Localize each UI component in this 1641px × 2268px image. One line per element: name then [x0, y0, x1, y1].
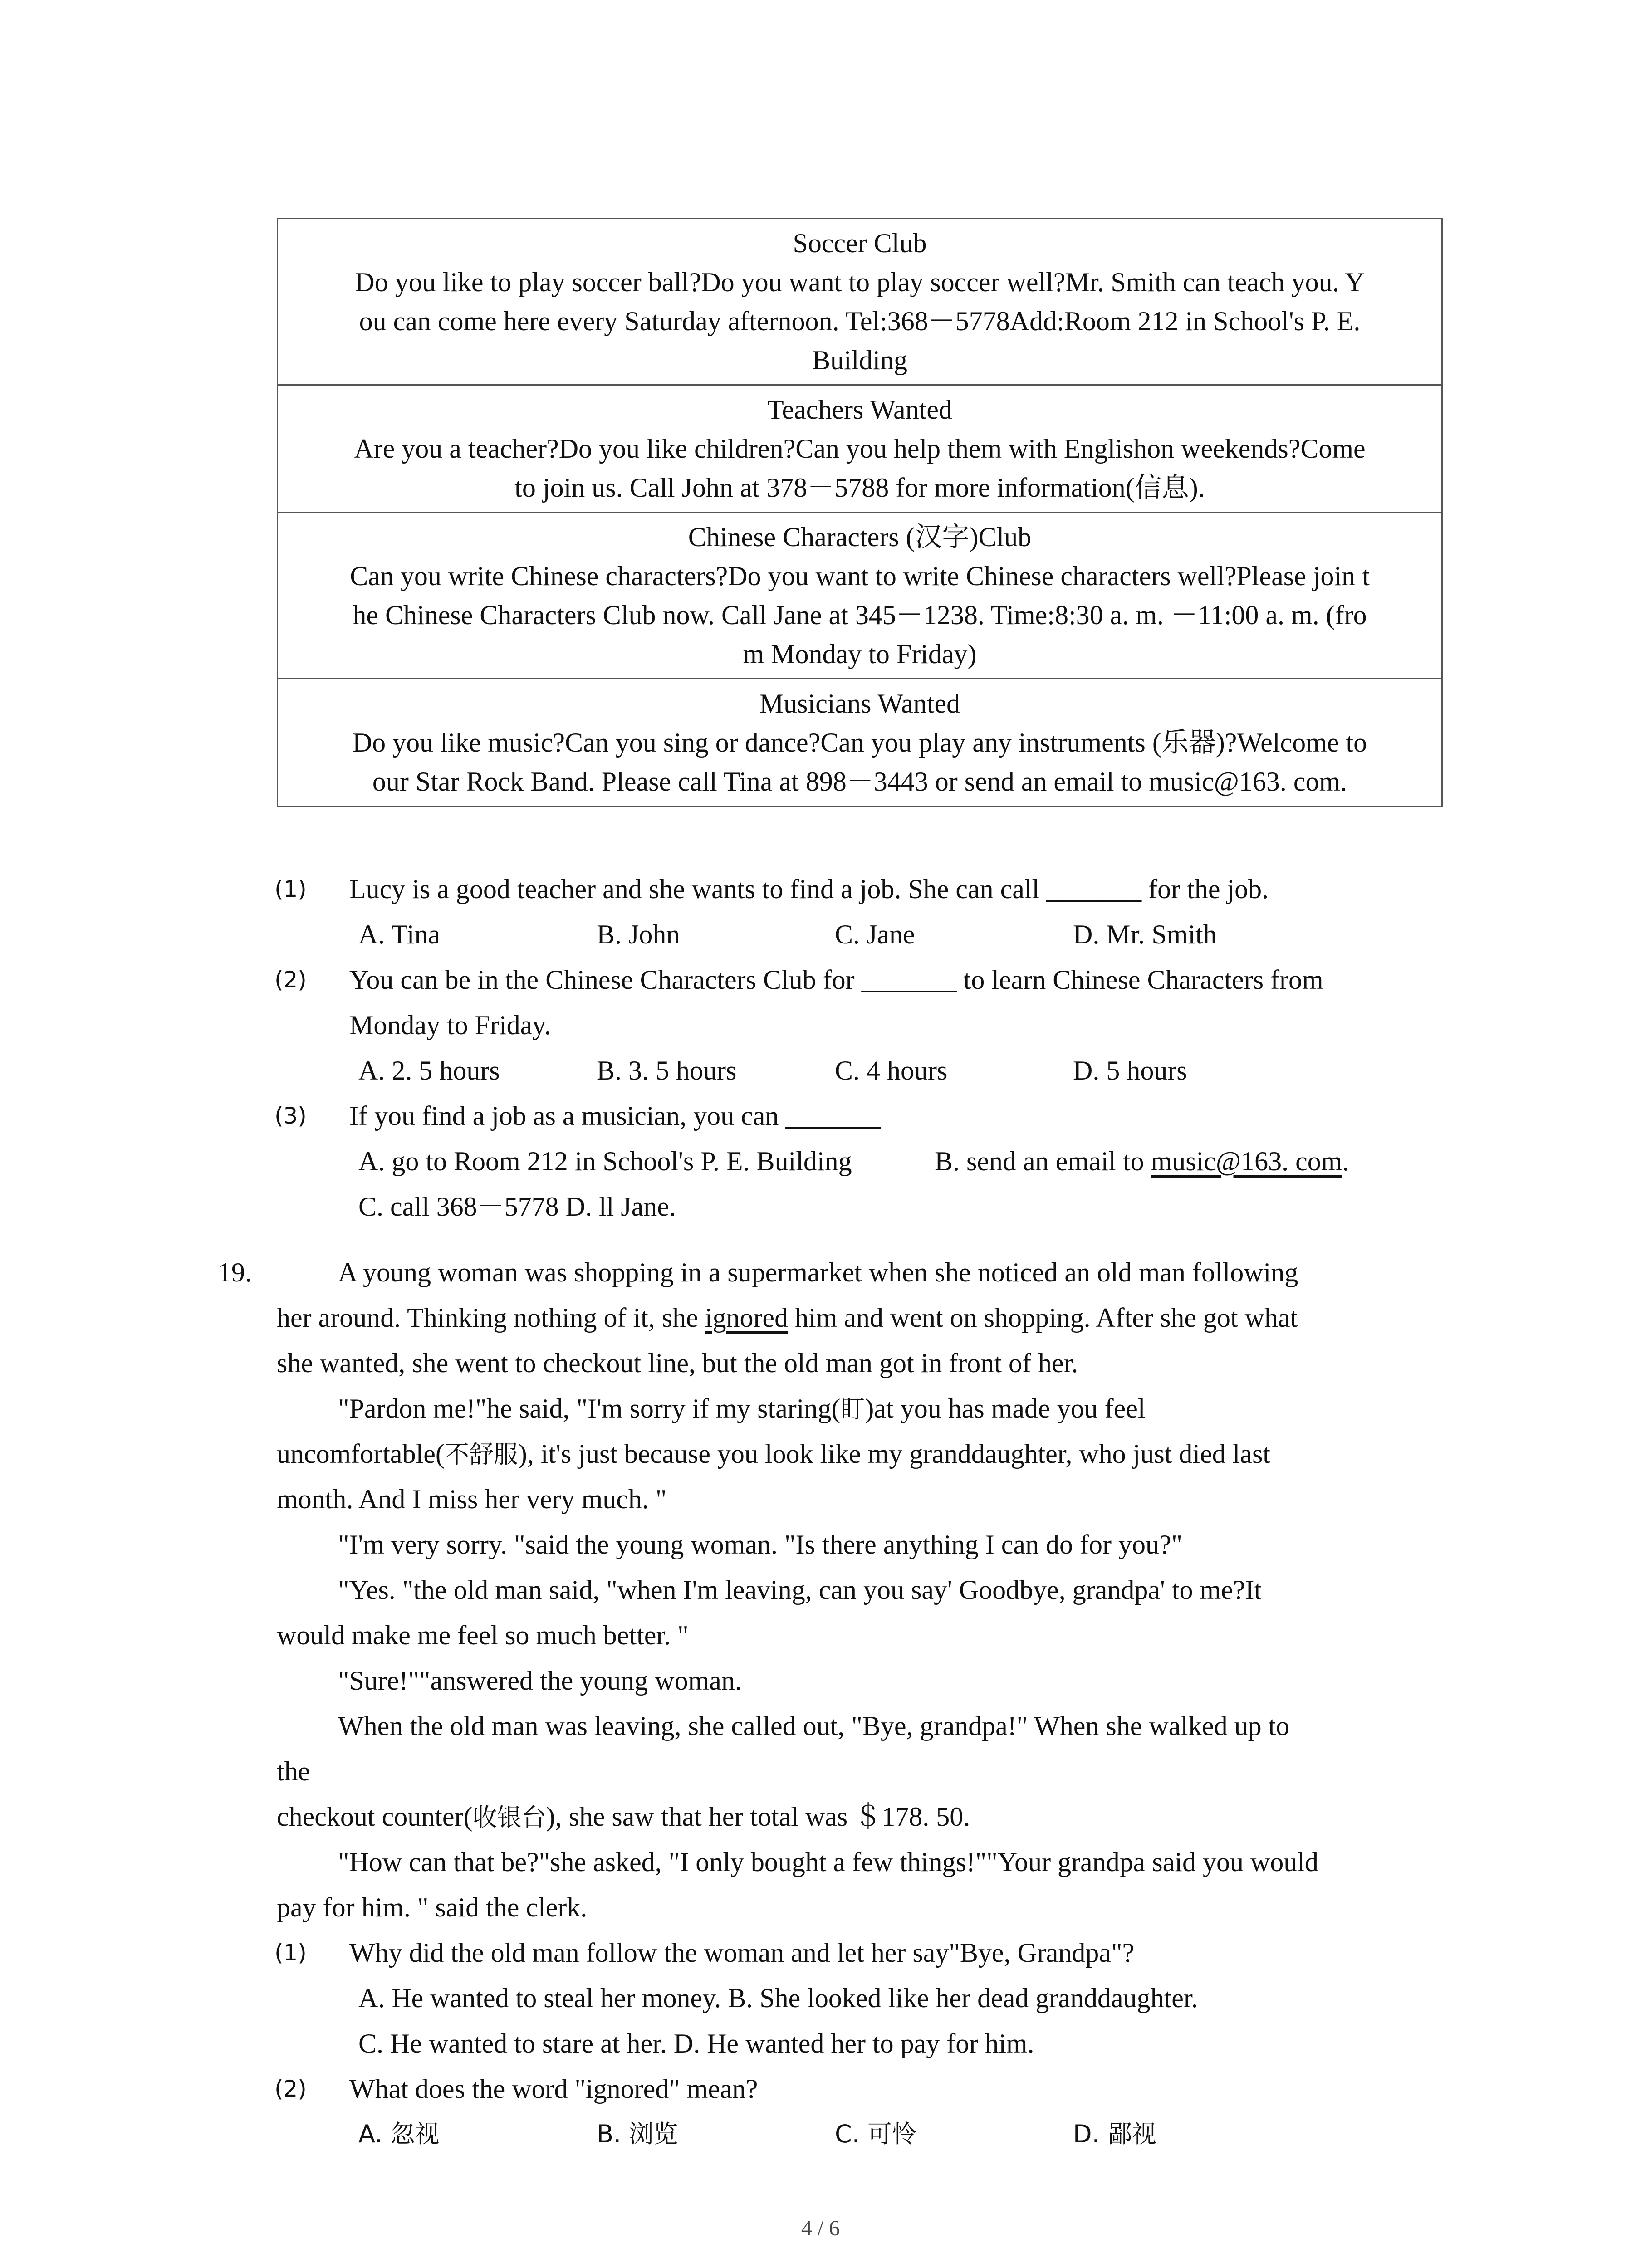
question-text: If you find a job as a musician, you can _______	[349, 1101, 881, 1131]
option-d[interactable]: D. Mr. Smith	[1073, 919, 1217, 949]
passage-line: A young woman was shopping in a supermarket when she noticed an old man following	[338, 1257, 1298, 1287]
ad-row	[278, 385, 1442, 513]
passage-line: "I'm very sorry. "said the young woman. "Is there anything I can do for you?"	[338, 1530, 1183, 1559]
passage-line	[277, 1794, 970, 1840]
question-text: What does the word "ignored" mean?	[349, 2074, 758, 2104]
passage-line: "Yes. "the old man said, "when I'm leaving, can you say' Goodbye, grandpa' to me?It	[338, 1575, 1262, 1605]
passage-text: ), she saw that her total was ＄178. 50.	[546, 1802, 970, 1832]
ad-title: Chinese Characters (汉字)Club	[688, 522, 1032, 552]
ad-row	[278, 513, 1442, 679]
option-b[interactable]: B. John	[597, 919, 680, 949]
passage-text: her around. Thinking nothing of it, she	[277, 1303, 705, 1333]
passage-line: When the old man was leaving, she called out, "Bye, grandpa!" When she walked up to	[338, 1711, 1290, 1741]
ad-line: Do you like to play soccer ball?Do you want to play soccer well?Mr. Smith can teach you. Y	[355, 267, 1365, 297]
passage-text: checkout counter(	[277, 1802, 473, 1832]
passage-text: "Pardon me!"he said, "I'm sorry if my staring(	[338, 1393, 841, 1423]
ad-title: Musicians Wanted	[759, 689, 960, 719]
chinese-gloss: 盯	[840, 1395, 865, 1423]
option-c[interactable]: C. 4 hours	[835, 1056, 948, 1085]
ad-line: to join us. Call John at 378－5788 for more information(信息).	[514, 473, 1205, 503]
option-b[interactable]: B. 浏览	[597, 2120, 678, 2148]
page-number: 4 / 6	[801, 2216, 840, 2240]
ad-chinese-characters-club	[278, 513, 1442, 679]
passage-text: him and went on shopping. After she got what	[788, 1303, 1298, 1333]
passage-line	[277, 1431, 1270, 1477]
question-text: Why did the old man follow the woman and let her say"Bye, Grandpa"?	[349, 1938, 1135, 1968]
passage-line: the	[277, 1756, 310, 1786]
passage-line: would make me feel so much better. "	[277, 1620, 689, 1650]
passage-line: she wanted, she went to checkout line, but the old man got in front of her.	[277, 1348, 1078, 1378]
passage-text: )at you has made you feel	[865, 1393, 1146, 1423]
passage-text: uncomfortable(	[277, 1439, 445, 1469]
option-c[interactable]: C. 可怜	[835, 2120, 917, 2148]
option-a[interactable]: A. Tina	[358, 919, 441, 949]
option-a[interactable]: A. go to Room 212 in School's P. E. Building	[358, 1146, 852, 1176]
passage-line	[277, 1295, 1298, 1340]
ad-row	[278, 219, 1442, 385]
ad-title: Teachers Wanted	[767, 395, 952, 425]
question-number: (2)	[274, 2076, 307, 2102]
ad-musicians-wanted	[278, 679, 1442, 807]
option-b-end: .	[1342, 1146, 1349, 1176]
option-d[interactable]: D. 鄙视	[1073, 2120, 1156, 2148]
chinese-gloss: 收银台	[472, 1803, 546, 1832]
ad-line: Do you like music?Can you sing or dance?Can you play any instruments (乐器)?Welcome to	[352, 728, 1367, 758]
question-number: (2)	[274, 967, 307, 993]
q19-1-options-line1[interactable]: A. He wanted to steal her money. B. She looked like her dead granddaughter.	[358, 1983, 1198, 2013]
email-link[interactable]: music@163. com	[1151, 1146, 1342, 1176]
option-b-text: B. send an email to	[935, 1146, 1151, 1176]
option-a[interactable]: A. 2. 5 hours	[358, 1056, 500, 1085]
ad-line: he Chinese Characters Club now. Call Jane at 345－1238. Time:8:30 a. m. －11:00 a. m. (fro	[353, 600, 1367, 630]
question-text-cont: Monday to Friday.	[349, 1010, 551, 1040]
option-b[interactable]	[935, 1139, 1349, 1184]
ad-line: Building	[812, 345, 908, 375]
underlined-word: ignored	[705, 1303, 789, 1333]
passage-line: pay for him. " said the clerk.	[277, 1892, 588, 1922]
question-number: (1)	[274, 1940, 307, 1966]
ads-table	[277, 218, 1443, 807]
ad-line: Are you a teacher?Do you like children?Can you help them with Englishon weekends?Come	[354, 434, 1366, 464]
option-c[interactable]: C. Jane	[835, 919, 915, 949]
option-a[interactable]: A. 忽视	[358, 2120, 440, 2148]
ad-line: ou can come here every Saturday afternoon. Tel:368－5778Add:Room 212 in School's P. E.	[359, 306, 1361, 336]
question-number: (3)	[274, 1103, 307, 1129]
ad-title: Soccer Club	[793, 228, 927, 258]
ad-line: m Monday to Friday)	[743, 639, 977, 669]
question-19-number: 19.	[218, 1257, 252, 1287]
passage-line: "How can that be?"she asked, "I only bought a few things!""Your grandpa said you would	[338, 1847, 1318, 1877]
passage-line: "Sure!""answered the young woman.	[338, 1666, 742, 1696]
question-number: (1)	[274, 876, 307, 902]
question-text: Lucy is a good teacher and she wants to find a job. She can call _______ for the job.	[349, 874, 1269, 904]
passage-line	[338, 1386, 1146, 1432]
q19-1-options-line2[interactable]: C. He wanted to stare at her. D. He wanted her to pay for him.	[358, 2028, 1034, 2058]
q18-3-options-line2[interactable]: C. call 368－5778 D. ll Jane.	[358, 1192, 676, 1222]
passage-text: ), it's just because you look like my granddaughter, who just died last	[518, 1439, 1270, 1469]
option-d[interactable]: D. 5 hours	[1073, 1056, 1187, 1085]
ad-row	[278, 679, 1442, 807]
ad-teachers-wanted	[278, 385, 1442, 513]
chinese-gloss: 不舒服	[444, 1440, 518, 1469]
question-text: You can be in the Chinese Characters Club for _______ to learn Chinese Characters from	[349, 965, 1323, 995]
ad-line: our Star Rock Band. Please call Tina at 898－3443 or send an email to music@163. com.	[372, 767, 1347, 797]
ad-soccer-club	[278, 219, 1442, 385]
passage-line: month. And I miss her very much. "	[277, 1484, 667, 1514]
option-b[interactable]: B. 3. 5 hours	[597, 1056, 737, 1085]
ad-line: Can you write Chinese characters?Do you want to write Chinese characters well?Please join t	[350, 561, 1370, 591]
